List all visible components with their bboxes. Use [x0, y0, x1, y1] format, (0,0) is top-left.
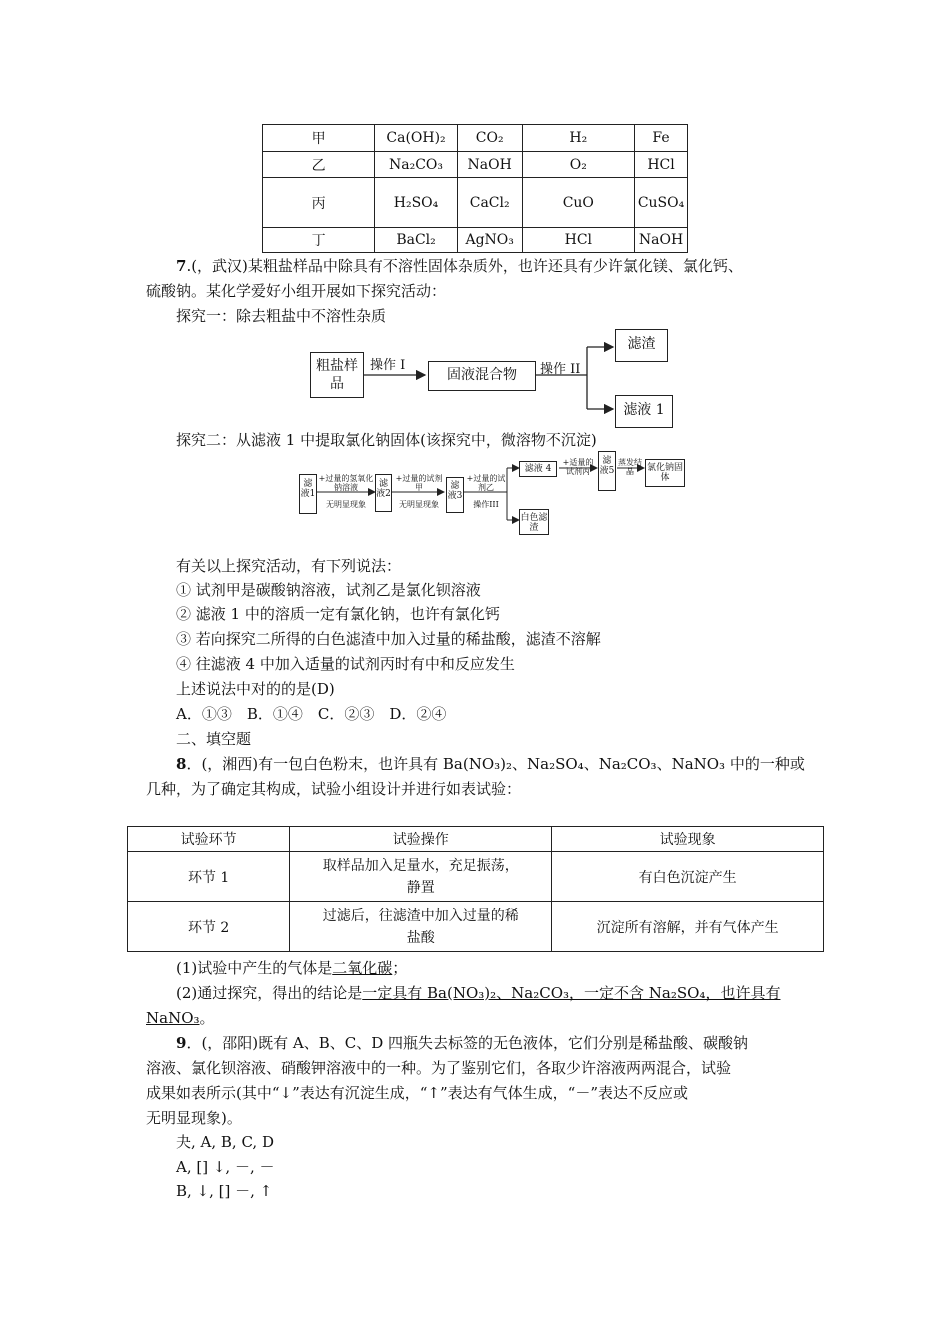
- reagent-cell: NaOH: [635, 228, 688, 253]
- q9-text: ．(，邵阳)既有 A、B、C、D 四瓶失去标签的无色液体，它们分别是稀盐酸、碳酸钠: [186, 1034, 749, 1052]
- q7-text: .(，武汉)某粗盐样品中除具有不溶性固体杂质外，也许还具有少许氯化镁、氯化钙、: [186, 257, 743, 275]
- reagent-cell: HCl: [522, 228, 635, 253]
- q9-number: 9: [176, 1034, 187, 1052]
- reagent-row: [263, 125, 688, 152]
- answer-suffix: 。: [199, 1009, 215, 1027]
- header-cell: 试验操作: [290, 827, 552, 852]
- phenomenon-cell: 有白色沉淀产生: [552, 852, 824, 902]
- reagent-cell: 丙: [263, 178, 375, 228]
- reagent-row: [263, 152, 688, 178]
- white-residue-box: 白色滤渣: [519, 509, 549, 535]
- reagent-cell: NaOH: [457, 152, 522, 178]
- experiment-header-row: [128, 827, 824, 852]
- q8-line-2: 几种，为了确定其构成，试验小组设计并进行如表试验：: [146, 780, 522, 798]
- q9-row: B, ↓, [] －, ↑: [176, 1182, 273, 1200]
- statement-2: ② 滤液 1 中的溶质一定有氯化钠，也许有氯化钙: [176, 605, 500, 623]
- operation-line: 过滤后，往滤渣中加入过量的稀: [322, 907, 519, 924]
- q7-question: 上述说法中对的的是(D): [176, 680, 335, 698]
- reagent-table: [262, 124, 688, 253]
- q9-row: 夬, A, B, C, D: [176, 1133, 274, 1151]
- step-2-bottom: 无明显现象: [399, 500, 439, 509]
- answer-prefix: (1)试验中产生的气体是: [176, 959, 333, 977]
- reagent-row: [263, 228, 688, 253]
- q7-options: A．①③ B．①④ C．②③ D．②④: [176, 705, 447, 723]
- answer-blank: NaNO₃: [146, 1009, 200, 1027]
- q7-line-1: [176, 256, 743, 276]
- section-title: 二、填空题: [176, 730, 252, 748]
- operation-cell: [290, 852, 552, 902]
- table-row: [128, 902, 824, 952]
- header-cell: 试验现象: [552, 827, 824, 852]
- answer-blank: 一定具有 Ba(NO₃)₂、Na₂CO₃，一定不含 Na₂SO₄，也许具有: [362, 984, 781, 1002]
- reagent-cell: 丁: [263, 228, 375, 253]
- reagent-cell: BaCl₂: [375, 228, 458, 253]
- q8-answer-2-cont: [146, 1008, 215, 1028]
- operation-line: 静置: [406, 879, 435, 896]
- q9-row: A, [] ↓, －, －: [176, 1158, 275, 1176]
- reagent-cell: Na₂CO₃: [375, 152, 458, 178]
- op-2-label: 操作 II: [540, 362, 581, 377]
- residue-box: 滤渣: [615, 329, 668, 362]
- q7-number: 7: [176, 257, 187, 275]
- reagent-cell: 乙: [263, 152, 375, 178]
- operation-line: 盐酸: [406, 929, 435, 946]
- q9-line-4: 无明显现象)。: [146, 1109, 242, 1127]
- operation-line: 取样品加入足量水，充足振荡，: [322, 857, 519, 874]
- product-box: 氯化钠固体: [645, 459, 685, 487]
- answer-suffix: ；: [392, 959, 408, 977]
- reagent-cell: CaCl₂: [457, 178, 522, 228]
- experiment-table: [127, 826, 824, 952]
- filtrate-5-small: 滤液5: [598, 451, 616, 491]
- filtrate-1-box: 滤液 1: [615, 395, 673, 428]
- explore-2-title: 探究二：从滤液 1 中提取氯化钠固体(该探究中，微溶物不沉淀): [176, 431, 597, 449]
- q8-line-1: [176, 754, 805, 774]
- reagent-cell: O₂: [522, 152, 635, 178]
- mixture-box: 固液混合物: [428, 361, 536, 391]
- step-5-top: 蒸发结晶: [618, 458, 642, 476]
- step-cell: 环节 2: [128, 902, 290, 952]
- reagent-row: [263, 178, 688, 228]
- step-1-top: +过量的氢氧化钠溶液: [318, 474, 374, 492]
- statement-1: ① 试剂甲是碳酸钠溶液，试剂乙是氯化钡溶液: [176, 581, 481, 599]
- step-3-top: +过量的试剂乙: [466, 474, 506, 492]
- step-1-bottom: 无明显现象: [326, 500, 366, 509]
- reagent-cell: HCl: [635, 152, 688, 178]
- crude-salt-box: 粗盐样品: [310, 352, 364, 398]
- phenomenon-cell: 沉淀所有溶解，并有气体产生: [552, 902, 824, 952]
- q9-line-2: 溶液、氯化钡溶液、硝酸钾溶液中的一种。为了鉴别它们，各取少许溶液两两混合，试验: [146, 1059, 732, 1077]
- reagent-cell: H₂: [522, 125, 635, 152]
- q8-number: 8: [176, 755, 187, 773]
- q7-intro: 有关以上探究活动，有下列说法：: [176, 557, 402, 575]
- q8-answer-1: [176, 958, 407, 978]
- step-2-top: +过量的试剂甲: [395, 474, 443, 492]
- answer-blank: 二氧化碳: [332, 959, 393, 977]
- filtrate-1-small: 滤液1: [299, 474, 317, 514]
- statement-3: ③ 若向探究二所得的白色滤渣中加入过量的稀盐酸，滤渣不溶解: [176, 630, 601, 648]
- step-3-bottom: 操作III: [473, 500, 499, 509]
- reagent-cell: Fe: [635, 125, 688, 152]
- filtrate-4-small: 滤液 4: [519, 461, 557, 477]
- filtrate-3-small: 滤液3: [446, 477, 464, 513]
- reagent-cell: Ca(OH)₂: [375, 125, 458, 152]
- reagent-cell: AgNO₃: [457, 228, 522, 253]
- table-row: [128, 852, 824, 902]
- op-1-label: 操作 I: [370, 358, 406, 373]
- filtrate-2-small: 滤液2: [375, 474, 392, 512]
- q8-text: ．(，湘西)有一包白色粉末，也许具有 Ba(NO₃)₂、Na₂SO₄、Na₂CO₃、NaNO₃ 中的一种或: [186, 755, 805, 773]
- reagent-cell: 甲: [263, 125, 375, 152]
- q8-answer-2: [176, 983, 780, 1003]
- explore-1-title: 探究一：除去粗盐中不溶性杂质: [176, 307, 387, 325]
- step-cell: 环节 1: [128, 852, 290, 902]
- q9-line-3: 成果如表所示(其中“↓”表达有沉淀生成，“↑”表达有气体生成，“－”表达不反应或: [146, 1084, 689, 1102]
- reagent-cell: CuSO₄: [635, 178, 688, 228]
- reagent-cell: CuO: [522, 178, 635, 228]
- q9-line-1: [176, 1033, 748, 1053]
- statement-4: ④ 往滤液 4 中加入适量的试剂丙时有中和反应发生: [176, 655, 515, 673]
- reagent-cell: H₂SO₄: [375, 178, 458, 228]
- header-cell: 试验环节: [128, 827, 290, 852]
- step-4-top: +适量的试剂丙: [562, 458, 594, 476]
- q7-line-2: 硫酸钠。某化学爱好小组开展如下探究活动：: [146, 282, 447, 300]
- reagent-cell: CO₂: [457, 125, 522, 152]
- operation-cell: [290, 902, 552, 952]
- answer-prefix: (2)通过探究，得出的结论是: [176, 984, 363, 1002]
